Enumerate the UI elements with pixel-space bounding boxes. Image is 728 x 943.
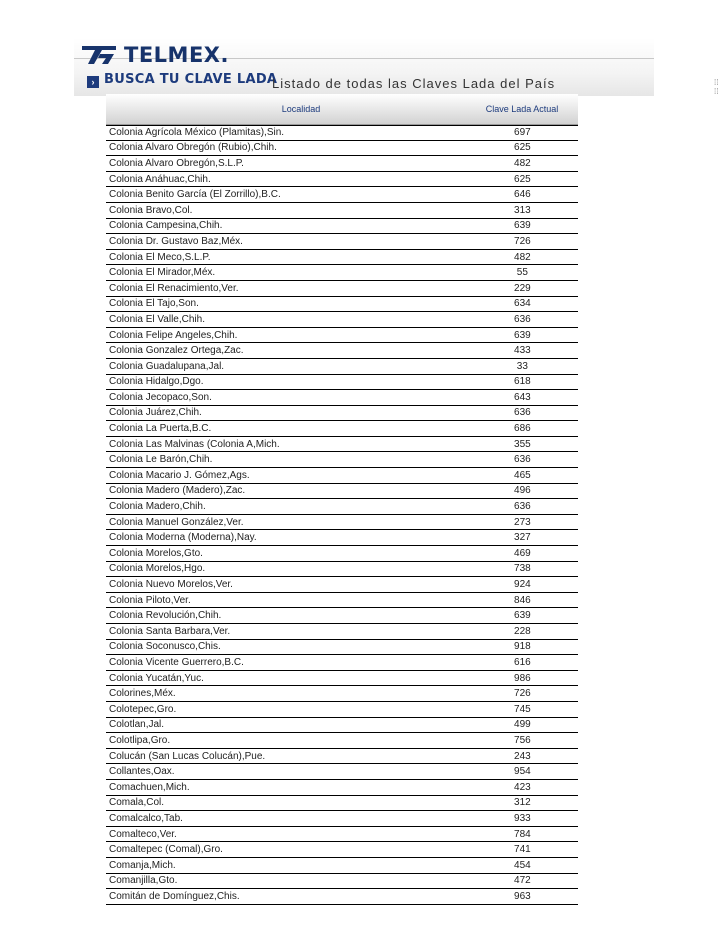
cell-localidad: Colonia Dr. Gustavo Baz,Méx.	[109, 235, 243, 247]
cell-localidad: Colonia Madero (Madero),Zac.	[109, 485, 246, 497]
cell-localidad: Colonia Soconusco,Chis.	[109, 641, 221, 653]
table-row	[106, 375, 578, 391]
cell-localidad: Colonia Santa Barbara,Ver.	[109, 625, 231, 637]
cell-clave-lada: 465	[514, 469, 531, 481]
cell-clave-lada: 273	[514, 516, 531, 528]
table-row	[106, 499, 578, 515]
cell-clave-lada: 738	[514, 563, 531, 575]
cell-localidad: Colonia El Renacimiento,Ver.	[109, 282, 239, 294]
cell-localidad: Collantes,Oax.	[109, 766, 175, 778]
table-row	[106, 265, 578, 281]
table-body	[106, 125, 578, 905]
cell-localidad: Colonia El Valle,Chih.	[109, 313, 205, 325]
cell-localidad: Comachuen,Mich.	[109, 781, 190, 793]
table-row	[106, 359, 578, 375]
cell-localidad: Colonia Hidalgo,Dgo.	[109, 376, 204, 388]
table-row	[106, 530, 578, 546]
cell-clave-lada: 313	[514, 204, 531, 216]
cell-clave-lada: 639	[514, 329, 531, 341]
table-row	[106, 562, 578, 578]
table-row	[106, 811, 578, 827]
cell-clave-lada: 963	[514, 890, 531, 902]
cell-clave-lada: 636	[514, 313, 531, 325]
cell-clave-lada: 433	[514, 345, 531, 357]
cell-clave-lada: 918	[514, 641, 531, 653]
cell-localidad: Colonia Benito García (El Zorrillo),B.C.	[109, 189, 281, 201]
cell-localidad: Colonia Morelos,Hgo.	[109, 563, 206, 575]
cell-clave-lada: 228	[514, 625, 531, 637]
cell-clave-lada: 636	[514, 454, 531, 466]
table-row	[106, 234, 578, 250]
table-row	[106, 312, 578, 328]
table-row	[106, 406, 578, 422]
table-row	[106, 733, 578, 749]
corner-marks: ⁞⁞ ⁞⁞	[714, 78, 719, 96]
cell-localidad: Colucán (San Lucas Colucán),Pue.	[109, 750, 266, 762]
table-row	[106, 749, 578, 765]
table-row	[106, 686, 578, 702]
cell-clave-lada: 499	[514, 719, 531, 731]
cell-localidad: Colonia Las Malvinas (Colonia A,Mich.	[109, 438, 280, 450]
table-row	[106, 764, 578, 780]
telmex-logo-icon	[80, 44, 118, 66]
table-row	[106, 390, 578, 406]
cell-localidad: Colonia Madero,Chih.	[109, 501, 206, 513]
cell-clave-lada: 846	[514, 594, 531, 606]
cell-clave-lada: 616	[514, 656, 531, 668]
cell-localidad: Colonia Moderna (Moderna),Nay.	[109, 532, 257, 544]
clave-lada-table	[106, 94, 578, 905]
cell-localidad: Colonia Revolución,Chih.	[109, 610, 222, 622]
table-row	[106, 187, 578, 203]
cell-clave-lada: 745	[514, 703, 531, 715]
subtitle-arrow-icon: ›	[87, 76, 99, 88]
page-subtitle: BUSCA TU CLAVE LADA	[104, 72, 278, 87]
cell-localidad: Colonia Yucatán,Yuc.	[109, 672, 204, 684]
table-row	[106, 281, 578, 297]
table-row	[106, 655, 578, 671]
table-row	[106, 624, 578, 640]
cell-localidad: Colonia El Mirador,Méx.	[109, 267, 216, 279]
cell-localidad: Comitán de Domínguez,Chis.	[109, 890, 240, 902]
table-row	[106, 608, 578, 624]
table-row	[106, 874, 578, 890]
cell-clave-lada: 697	[514, 127, 531, 139]
cell-clave-lada: 954	[514, 766, 531, 778]
cell-clave-lada: 741	[514, 844, 531, 856]
cell-localidad: Colonia Anáhuac,Chih.	[109, 173, 211, 185]
cell-localidad: Colonia Alvaro Obregón (Rubio),Chih.	[109, 142, 277, 154]
cell-localidad: Colonia Guadalupana,Jal.	[109, 360, 225, 372]
cell-clave-lada: 639	[514, 610, 531, 622]
table-row	[106, 842, 578, 858]
table-row	[106, 250, 578, 266]
cell-clave-lada: 482	[514, 157, 531, 169]
table-row	[106, 156, 578, 172]
cell-clave-lada: 55	[516, 267, 528, 279]
cell-localidad: Colonia Gonzalez Ortega,Zac.	[109, 345, 244, 357]
table-row	[106, 593, 578, 609]
cell-clave-lada: 986	[514, 672, 531, 684]
cell-clave-lada: 618	[514, 376, 531, 388]
cell-clave-lada: 454	[514, 859, 531, 871]
cell-clave-lada: 784	[514, 828, 531, 840]
table-row	[106, 546, 578, 562]
cell-clave-lada: 469	[514, 547, 531, 559]
table-header	[106, 94, 578, 125]
table-row	[106, 718, 578, 734]
cell-localidad: Colonia Bravo,Col.	[109, 204, 193, 216]
cell-localidad: Colonia Piloto,Ver.	[109, 594, 191, 606]
cell-localidad: Colonia Juárez,Chih.	[109, 407, 202, 419]
table-row	[106, 437, 578, 453]
table-row	[106, 343, 578, 359]
cell-localidad: Comalteco,Ver.	[109, 828, 177, 840]
cell-localidad: Colotepec,Gro.	[109, 703, 177, 715]
cell-clave-lada: 686	[514, 423, 531, 435]
cell-clave-lada: 933	[514, 812, 531, 824]
cell-localidad: Comanjilla,Gto.	[109, 875, 178, 887]
table-row	[106, 577, 578, 593]
cell-clave-lada: 229	[514, 282, 531, 294]
table-row	[106, 702, 578, 718]
table-row	[106, 671, 578, 687]
cell-clave-lada: 646	[514, 189, 531, 201]
cell-localidad: Colotlan,Jal.	[109, 719, 165, 731]
cell-localidad: Colonia Nuevo Morelos,Ver.	[109, 579, 233, 591]
cell-clave-lada: 636	[514, 501, 531, 513]
cell-localidad: Colonia Manuel González,Ver.	[109, 516, 244, 528]
column-header-localidad: Localidad	[281, 104, 321, 114]
cell-clave-lada: 482	[514, 251, 531, 263]
cell-localidad: Colorines,Méx.	[109, 688, 176, 700]
cell-localidad: Comalcalco,Tab.	[109, 812, 183, 824]
table-row	[106, 468, 578, 484]
table-row	[106, 452, 578, 468]
cell-localidad: Colonia Felipe Angeles,Chih.	[109, 329, 238, 341]
cell-clave-lada: 636	[514, 407, 531, 419]
cell-localidad: Comaltepec (Comal),Gro.	[109, 844, 223, 856]
table-row	[106, 858, 578, 874]
cell-localidad: Colonia Macario J. Gómez,Ags.	[109, 469, 250, 481]
table-row	[106, 421, 578, 437]
cell-localidad: Colonia Vicente Guerrero,B.C.	[109, 656, 244, 668]
cell-localidad: Colonia El Meco,S.L.P.	[109, 251, 211, 263]
cell-clave-lada: 496	[514, 485, 531, 497]
cell-localidad: Colonia Jecopaco,Son.	[109, 391, 212, 403]
table-row	[106, 125, 578, 141]
cell-localidad: Colonia Morelos,Gto.	[109, 547, 203, 559]
table-row	[106, 203, 578, 219]
cell-clave-lada: 726	[514, 688, 531, 700]
cell-clave-lada: 643	[514, 391, 531, 403]
logo-text: TELMEX.	[124, 43, 229, 67]
cell-localidad: Comala,Col.	[109, 797, 165, 809]
table-row	[106, 484, 578, 500]
table-row	[106, 328, 578, 344]
cell-localidad: Colotlipa,Gro.	[109, 734, 171, 746]
cell-localidad: Colonia La Puerta,B.C.	[109, 423, 212, 435]
cell-localidad: Colonia El Tajo,Son.	[109, 298, 199, 310]
table-row	[106, 780, 578, 796]
table-row	[106, 219, 578, 235]
table-row	[106, 889, 578, 905]
telmex-logo[interactable]	[80, 42, 229, 68]
table-row	[106, 141, 578, 157]
cell-clave-lada: 634	[514, 298, 531, 310]
cell-clave-lada: 355	[514, 438, 531, 450]
cell-localidad: Colonia Agrícola México (Plamitas),Sin.	[109, 127, 285, 139]
table-row	[106, 297, 578, 313]
cell-clave-lada: 924	[514, 579, 531, 591]
cell-clave-lada: 472	[514, 875, 531, 887]
page-title: Listado de todas las Claves Lada del País	[272, 76, 556, 91]
cell-localidad: Comanja,Mich.	[109, 859, 176, 871]
cell-clave-lada: 756	[514, 734, 531, 746]
cell-clave-lada: 639	[514, 220, 531, 232]
column-header-clave: Clave Lada Actual	[485, 104, 559, 114]
cell-clave-lada: 625	[514, 173, 531, 185]
cell-clave-lada: 625	[514, 142, 531, 154]
cell-clave-lada: 327	[514, 532, 531, 544]
table-row	[106, 515, 578, 531]
cell-clave-lada: 312	[514, 797, 531, 809]
cell-clave-lada: 726	[514, 235, 531, 247]
cell-clave-lada: 33	[516, 360, 528, 372]
cell-localidad: Colonia Le Barón,Chih.	[109, 454, 213, 466]
cell-localidad: Colonia Campesina,Chih.	[109, 220, 223, 232]
table-row	[106, 827, 578, 843]
cell-clave-lada: 423	[514, 781, 531, 793]
cell-clave-lada: 243	[514, 750, 531, 762]
table-row	[106, 640, 578, 656]
table-row	[106, 172, 578, 188]
cell-localidad: Colonia Alvaro Obregón,S.L.P.	[109, 157, 244, 169]
table-row	[106, 796, 578, 812]
